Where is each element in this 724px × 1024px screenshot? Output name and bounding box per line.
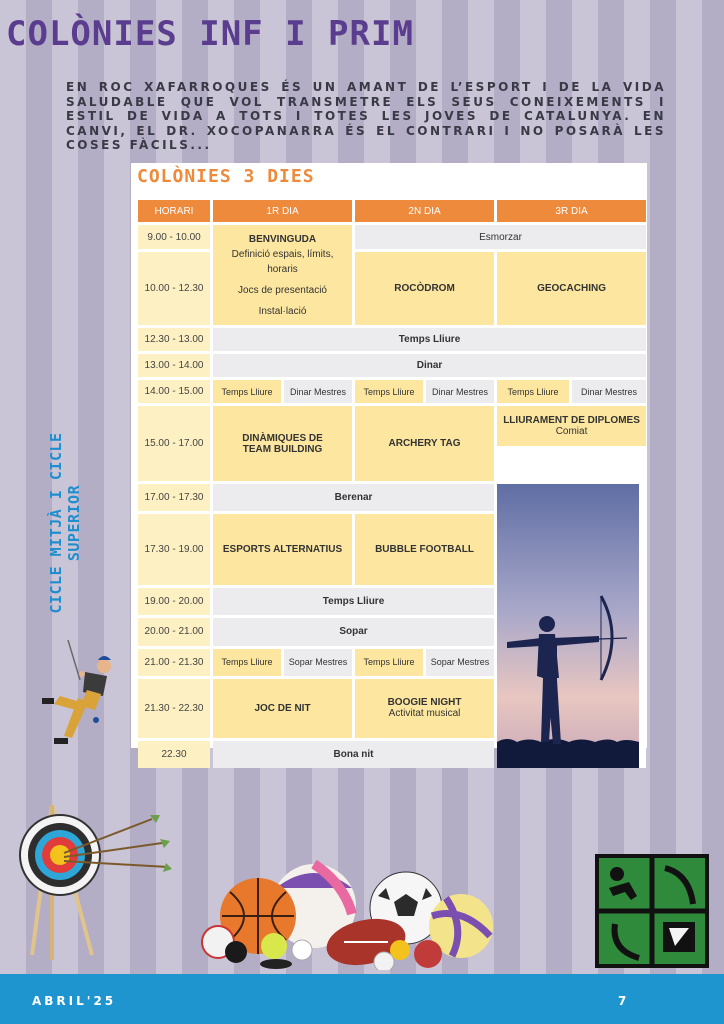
header-day1: 1R DIA bbox=[213, 200, 352, 222]
schedule-table bbox=[135, 197, 649, 771]
rocodrom-cell: ROCÒDROM bbox=[355, 252, 494, 325]
climber-illustration-icon bbox=[30, 640, 120, 760]
page-number: 7 bbox=[618, 994, 627, 1008]
lliurament-label: LLIURAMENT DE DIPLOMES bbox=[503, 415, 640, 426]
bona-nit-cell: Bona nit bbox=[213, 741, 494, 769]
sopar-mestres-day1: Sopar Mestres bbox=[284, 649, 352, 676]
dinar-cell: Dinar bbox=[213, 354, 646, 377]
table-row bbox=[138, 406, 646, 481]
time-cell: 10.00 - 12.30 bbox=[138, 252, 210, 325]
archer-photo-cell bbox=[497, 484, 646, 768]
esports-alternatius-cell: ESPORTS ALTERNATIUS bbox=[213, 514, 352, 584]
time-cell: 20.00 - 21.00 bbox=[138, 618, 210, 645]
boogie-night-cell bbox=[355, 679, 494, 737]
table-row bbox=[138, 328, 646, 351]
time-cell: 22.30 bbox=[138, 741, 210, 769]
intro-paragraph: EN ROC XAFARROQUES ÉS UN AMANT DE L’ESPORT I DE LA VIDA SALUDABLE QUE VOL TRANSMETRE ELS SEUS CONEIXEMENTS I ESTIL DE VIDA A TOTS I TOTES LES JOVES DE CATALUNYA. EN CANVI, EL DR. XOCOPANARRA ÉS EL CONTRARI I NO POSARÀ LES COSES FÀCILS... bbox=[66, 80, 666, 152]
table-row bbox=[138, 484, 646, 511]
footer-date: ABRIL'25 bbox=[32, 994, 117, 1008]
temps-lliure-evening-cell: Temps Lliure bbox=[213, 588, 494, 615]
dinar-mestres-day1: Dinar Mestres bbox=[284, 380, 352, 403]
time-cell: 17.00 - 17.30 bbox=[138, 484, 210, 511]
dinar-mestres-day2: Dinar Mestres bbox=[426, 380, 494, 403]
header-day2: 2N DIA bbox=[355, 200, 494, 222]
activitat-musical-label: Activitat musical bbox=[388, 708, 461, 720]
schedule-title: COLÒNIES 3 DIES bbox=[137, 166, 315, 187]
boogie-night-label: BOOGIE NIGHT bbox=[387, 697, 462, 709]
temps-lliure-night-day1: Temps Lliure bbox=[213, 649, 281, 676]
archery-target-icon bbox=[12, 795, 172, 965]
diplomes-and-photo-cell bbox=[497, 406, 646, 481]
bubble-football-cell: BUBBLE FOOTBALL bbox=[355, 514, 494, 584]
geocaching-cell: GEOCACHING bbox=[497, 252, 646, 325]
page-title: COLÒNIES INF I PRIM bbox=[6, 14, 414, 54]
comiat-label: Comiat bbox=[555, 426, 588, 437]
archer-silhouette-photo bbox=[497, 484, 639, 768]
schedule-card bbox=[131, 163, 647, 760]
table-row bbox=[138, 354, 646, 377]
time-cell: 21.00 - 21.30 bbox=[138, 649, 210, 676]
time-cell: 14.00 - 15.00 bbox=[138, 380, 210, 403]
dinar-mestres-day3: Dinar Mestres bbox=[572, 380, 646, 403]
table-header-row bbox=[138, 200, 646, 222]
time-cell: 17.30 - 19.00 bbox=[138, 514, 210, 584]
table-row bbox=[138, 225, 646, 249]
berenar-cell: Berenar bbox=[213, 484, 494, 511]
side-label-cycle: CICLE MITJÀ I CICLE SUPERIOR bbox=[47, 432, 83, 614]
time-cell: 15.00 - 17.00 bbox=[138, 406, 210, 481]
temps-lliure-day3: Temps Lliure bbox=[497, 380, 569, 403]
esmorzar-cell: Esmorzar bbox=[355, 225, 646, 249]
header-time: HORARI bbox=[138, 200, 210, 222]
time-cell: 9.00 - 10.00 bbox=[138, 225, 210, 249]
time-cell: 21.30 - 22.30 bbox=[138, 679, 210, 737]
sopar-cell: Sopar bbox=[213, 618, 494, 645]
footer-bar bbox=[0, 974, 724, 1024]
benvinguda-cell bbox=[213, 225, 352, 325]
time-cell: 13.00 - 14.00 bbox=[138, 354, 210, 377]
definicio-label: Definició espais, límits, horaris bbox=[231, 248, 334, 275]
lliurament-block bbox=[497, 406, 646, 446]
geocaching-logo-icon bbox=[595, 854, 709, 968]
header-day3: 3R DIA bbox=[497, 200, 646, 222]
benvinguda-label: BENVINGUDA bbox=[248, 233, 317, 245]
archery-tag-cell: ARCHERY TAG bbox=[355, 406, 494, 481]
temps-lliure-cell: Temps Lliure bbox=[213, 328, 646, 351]
sports-balls-icon bbox=[196, 858, 501, 970]
installacio-label: Instal·lació bbox=[258, 305, 307, 317]
time-cell: 12.30 - 13.00 bbox=[138, 328, 210, 351]
joc-de-nit-cell: JOC DE NIT bbox=[213, 679, 352, 737]
time-cell: 19.00 - 20.00 bbox=[138, 588, 210, 615]
table-row bbox=[138, 380, 646, 403]
dinamiques-cell: DINÀMIQUES DE TEAM BUILDING bbox=[213, 406, 352, 481]
temps-lliure-day1: Temps Lliure bbox=[213, 380, 281, 403]
temps-lliure-day2: Temps Lliure bbox=[355, 380, 423, 403]
jocs-presentacio-label: Jocs de presentació bbox=[238, 284, 327, 296]
temps-lliure-night-day2: Temps Lliure bbox=[355, 649, 423, 676]
sopar-mestres-day2: Sopar Mestres bbox=[426, 649, 494, 676]
